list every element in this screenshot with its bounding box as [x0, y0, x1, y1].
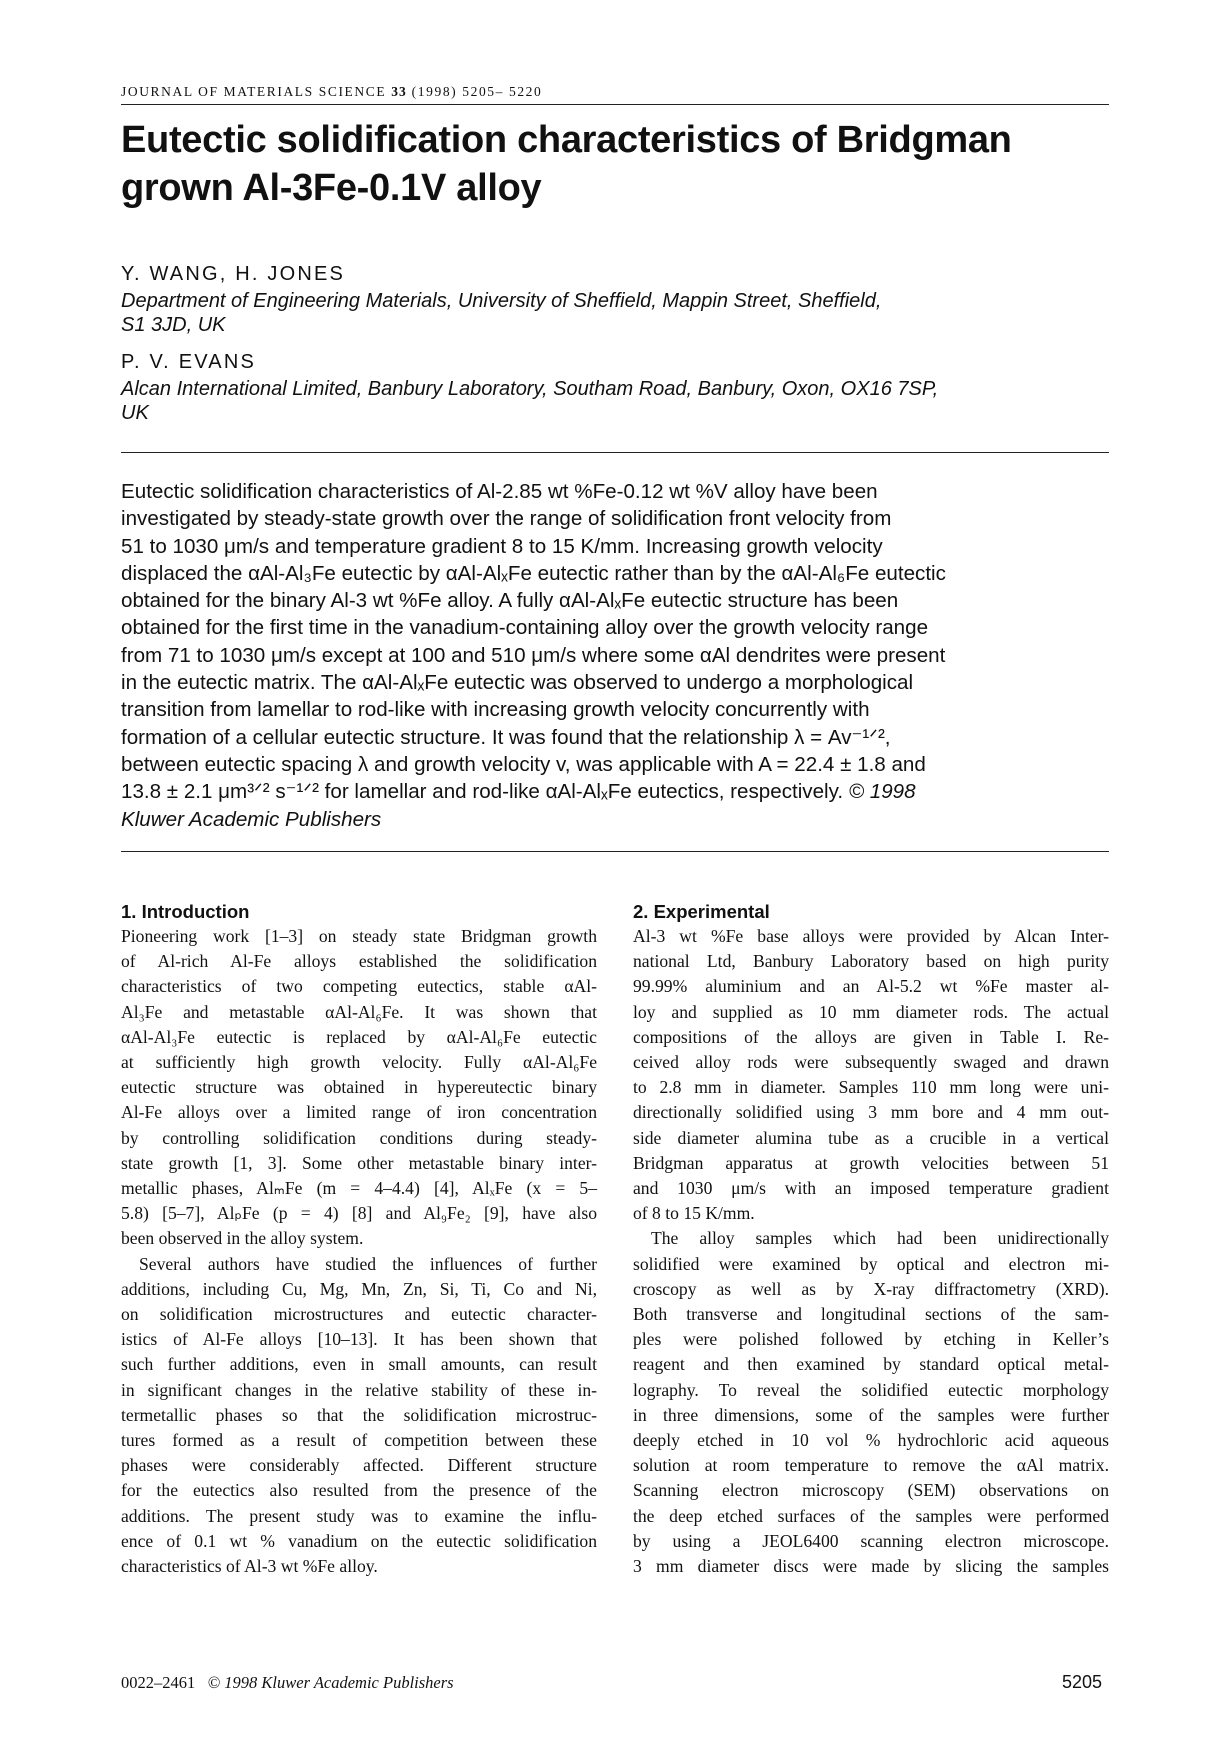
text-line: termetallic phases so that the solidification microstruc-: [121, 1404, 597, 1425]
affiliation-line: S1 3JD, UK: [121, 314, 226, 336]
page-number: 5205: [1062, 1672, 1103, 1692]
abstract-publisher: Kluwer Academic Publishers: [121, 807, 382, 831]
abstract-line-text: 13.8 ± 2.1 μm³ᐟ² s⁻¹ᐟ² for lamellar and rod-like αAl-AlₓFe eutectics, respectively.: [121, 780, 844, 804]
copyright: © 1998 Kluwer Academic Publishers: [207, 1673, 454, 1692]
abstract-line: formation of a cellular eutectic structure. It was found that the relationship λ = Av⁻¹ᐟ²,: [121, 725, 891, 749]
text-line: lography. To reveal the solidified eutectic morphology: [633, 1379, 1109, 1400]
text-line: and 1030 μm/s with an imposed temperature gradient: [633, 1178, 1109, 1199]
text-line: Al-3 wt %Fe base alloys were provided by Alcan Inter-: [633, 926, 1109, 946]
text-line: been observed in the alloy system.: [121, 1228, 364, 1249]
introduction-section: [121, 899, 597, 1579]
text-line: ples were polished followed by etching in Keller’s: [633, 1329, 1109, 1350]
text-line: compositions of the alloys are given in Table I. Re-: [633, 1026, 1109, 1047]
text-line: of Al-rich Al-Fe alloys established the solidification: [121, 951, 597, 972]
abstract-top-rule: [121, 452, 1109, 453]
text-line: 5.8) [5–7], AlₚFe (p = 4) [8] and Al₉Fe₂ [9], have also: [121, 1203, 597, 1224]
text-line: tures formed as a result of competition between these: [121, 1430, 597, 1451]
experimental-section: [633, 899, 1109, 1579]
abstract-line: obtained for the binary Al-3 wt %Fe alloy. A fully αAl-AlₓFe eutectic structure has been: [121, 589, 899, 613]
text-line: state growth [1, 3]. Some other metastable binary inter-: [121, 1152, 597, 1173]
text-line: in significant changes in the relative stability of these in-: [121, 1379, 597, 1400]
journal-name: JOURNAL OF MATERIALS SCIENCE: [121, 84, 387, 99]
text-line: istics of Al-Fe alloys [10–13]. It has been shown that: [121, 1329, 597, 1350]
text-line: directionally solidified using 3 mm bore and 4 mm out-: [633, 1102, 1109, 1123]
journal-volume: 33: [391, 84, 407, 99]
text-line: the deep etched surfaces of the samples were performed: [633, 1505, 1109, 1526]
text-line: by controlling solidification conditions during steady-: [121, 1127, 597, 1148]
text-line: characteristics of two competing eutectics, stable αAl-: [121, 976, 597, 997]
text-line: Pioneering work [1–3] on steady state Bridgman growth: [121, 926, 597, 946]
abstract-line: Eutectic solidification characteristics of Al-2.85 wt %Fe-0.12 wt %V alloy have been: [121, 480, 878, 503]
header-rule: [121, 104, 1109, 105]
section-heading: 1. Introduction: [121, 901, 250, 922]
paragraph: [633, 1226, 1109, 1579]
affiliation-line: UK: [121, 402, 149, 424]
paper-title: [121, 116, 1012, 212]
abstract-line: between eutectic spacing λ and growth velocity v, was applicable with A = 22.4 ± 1.8 and: [121, 752, 926, 776]
text-line: croscopy as well as by X-ray diffractometry (XRD).: [633, 1278, 1109, 1299]
text-line: in three dimensions, some of the samples were further: [633, 1404, 1109, 1425]
title-line: grown Al-3Fe-0.1V alloy: [121, 167, 542, 209]
text-line: such further additions, even in small amounts, can result: [121, 1354, 597, 1375]
journal-pages: (1998) 5205– 5220: [411, 84, 543, 99]
author-names: Y. WANG, H. JONES: [121, 263, 346, 285]
paragraph: [121, 1252, 597, 1580]
text-line: phases were considerably affected. Different structure: [121, 1455, 597, 1476]
author-affiliation: [121, 289, 1111, 337]
abstract: [121, 478, 946, 833]
title-line: Eutectic solidification characteristics of Bridgman: [121, 119, 1012, 161]
text-line: for the eutectics also resulted from the presence of the: [121, 1480, 597, 1501]
text-line: ence of 0.1 wt % vanadium on the eutectic solidification: [121, 1530, 597, 1551]
text-line: The alloy samples which had been unidirectionally: [651, 1228, 1109, 1249]
text-line: 3 mm diameter discs were made by slicing the samples: [633, 1556, 1109, 1577]
section-heading: 2. Experimental: [633, 901, 770, 922]
abstract-line: 51 to 1030 μm/s and temperature gradient 8 to 15 K/mm. Increasing growth velocity: [121, 534, 883, 558]
affiliation-line: Department of Engineering Materials, University of Sheffield, Mappin Street, Sheffield,: [121, 290, 882, 312]
abstract-copyright: © 1998: [848, 780, 916, 804]
text-line: additions. The present study was to examine the influ-: [121, 1505, 597, 1526]
text-line: additions, including Cu, Mg, Mn, Zn, Si, Ti, Co and Ni,: [121, 1278, 597, 1299]
text-line: αAl-Al₃Fe eutectic is replaced by αAl-Al₆Fe eutectic: [121, 1026, 597, 1047]
text-line: on solidification microstructures and eutectic character-: [121, 1304, 597, 1325]
abstract-line: investigated by steady-state growth over the range of solidification front velocity from: [121, 507, 892, 531]
paragraph: [633, 924, 1109, 1226]
abstract-line: transition from lamellar to rod-like with increasing growth velocity concurrently with: [121, 698, 870, 722]
text-line: solidified were examined by optical and electron mi-: [633, 1253, 1109, 1274]
abstract-line: in the eutectic matrix. The αAl-AlₓFe eutectic was observed to undergo a morphological: [121, 671, 914, 695]
running-head: [121, 84, 542, 100]
text-line: side diameter alumina tube as a crucible in a vertical: [633, 1127, 1109, 1148]
text-line: metallic phases, AlₘFe (m = 4–4.4) [4], AlₓFe (x = 5–: [121, 1178, 597, 1199]
footer-copyright: [121, 1673, 454, 1693]
text-line: Both transverse and longitudinal sections of the sam-: [633, 1304, 1109, 1325]
text-line: to 2.8 mm in diameter. Samples 110 mm long were uni-: [633, 1077, 1109, 1098]
text-line: at sufficiently high growth velocity. Fully αAl-Al₆Fe: [121, 1052, 597, 1073]
text-line: national Ltd, Banbury Laboratory based on high purity: [633, 951, 1109, 972]
abstract-line: [121, 778, 946, 805]
text-line: ceived alloy rods were subsequently swaged and drawn: [633, 1052, 1109, 1073]
text-line: characteristics of Al-3 wt %Fe alloy.: [121, 1556, 378, 1577]
text-line: loy and supplied as 10 mm diameter rods. The actual: [633, 1001, 1109, 1022]
issn: 0022–2461: [121, 1673, 196, 1692]
text-line: Bridgman apparatus at growth velocities between 51: [633, 1152, 1109, 1173]
text-line: solution at room temperature to remove the αAl matrix.: [633, 1455, 1109, 1476]
text-line: Al₃Fe and metastable αAl-Al₆Fe. It was shown that: [121, 1001, 597, 1022]
text-line: of 8 to 15 K/mm.: [633, 1203, 755, 1224]
abstract-line: obtained for the first time in the vanadium-containing alloy over the growth velocity range: [121, 616, 929, 640]
abstract-bottom-rule: [121, 851, 1109, 852]
text-line: Scanning electron microscopy (SEM) observations on: [633, 1480, 1109, 1501]
affiliation-line: Alcan International Limited, Banbury Laboratory, Southam Road, Banbury, Oxon, OX16 7SP,: [121, 378, 939, 400]
author-affiliation: [121, 377, 1111, 425]
text-line: by using a JEOL6400 scanning electron microscope.: [633, 1530, 1109, 1551]
text-line: Al-Fe alloys over a limited range of iron concentration: [121, 1102, 597, 1123]
paragraph: [121, 924, 597, 1252]
author-names: P. V. EVANS: [121, 351, 257, 373]
text-line: deeply etched in 10 vol % hydrochloric acid aqueous: [633, 1430, 1109, 1451]
text-line: 99.99% aluminium and an Al-5.2 wt %Fe master al-: [633, 976, 1109, 997]
text-line: Several authors have studied the influences of further: [139, 1253, 597, 1274]
abstract-line: displaced the αAl-Al₃Fe eutectic by αAl-AlₓFe eutectic rather than by the αAl-Al₆Fe eutectic: [121, 561, 946, 585]
text-line: eutectic structure was obtained in hypereutectic binary: [121, 1077, 597, 1098]
text-line: reagent and then examined by standard optical metal-: [633, 1354, 1109, 1375]
abstract-line: from 71 to 1030 μm/s except at 100 and 510 μm/s where some αAl dendrites were present: [121, 643, 946, 667]
